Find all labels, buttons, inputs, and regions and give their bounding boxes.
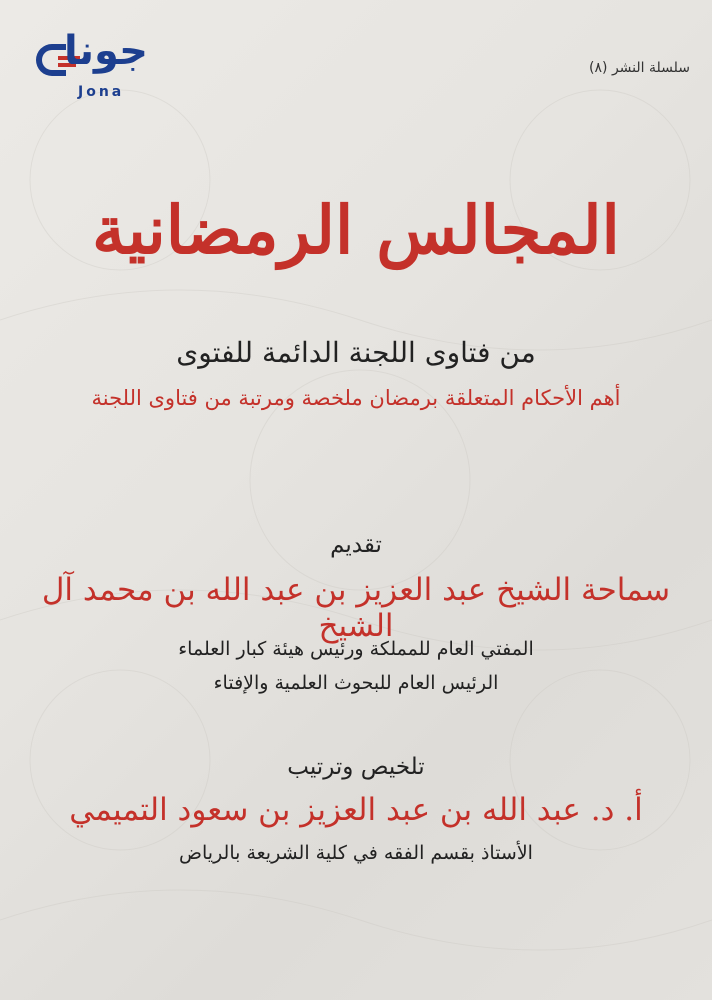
series-label: سلسلة النشر (٨) bbox=[589, 60, 690, 76]
author-name: أ. د. عبد الله بن عبد العزيز بن سعود التميمي bbox=[69, 792, 643, 828]
book-title: المجالس الرمضانية bbox=[92, 191, 620, 269]
introduction-author-title-1: المفتي العام للمملكة ورئيس هيئة كبار العلماء bbox=[178, 638, 534, 660]
introduction-author-title-2: الرئيس العام للبحوث العلمية والإفتاء bbox=[213, 672, 499, 694]
book-subtitle: من فتاوى اللجنة الدائمة للفتوى bbox=[176, 336, 536, 369]
book-description: أهم الأحكام المتعلقة برمضان ملخصة ومرتبة من فتاوى اللجنة bbox=[91, 386, 621, 410]
publisher-name-english: Jona bbox=[78, 84, 125, 100]
preparation-label: تلخيص وترتيب bbox=[287, 754, 425, 780]
introduction-author-name: سماحة الشيخ عبد العزيز بن عبد الله بن محمد آل الشيخ bbox=[41, 572, 671, 644]
introduction-label: تقديم bbox=[330, 532, 382, 558]
publisher-logo bbox=[22, 28, 202, 108]
publisher-name-arabic: جونا bbox=[64, 28, 148, 74]
author-title: الأستاذ بقسم الفقه في كلية الشريعة بالرياض bbox=[179, 842, 533, 864]
